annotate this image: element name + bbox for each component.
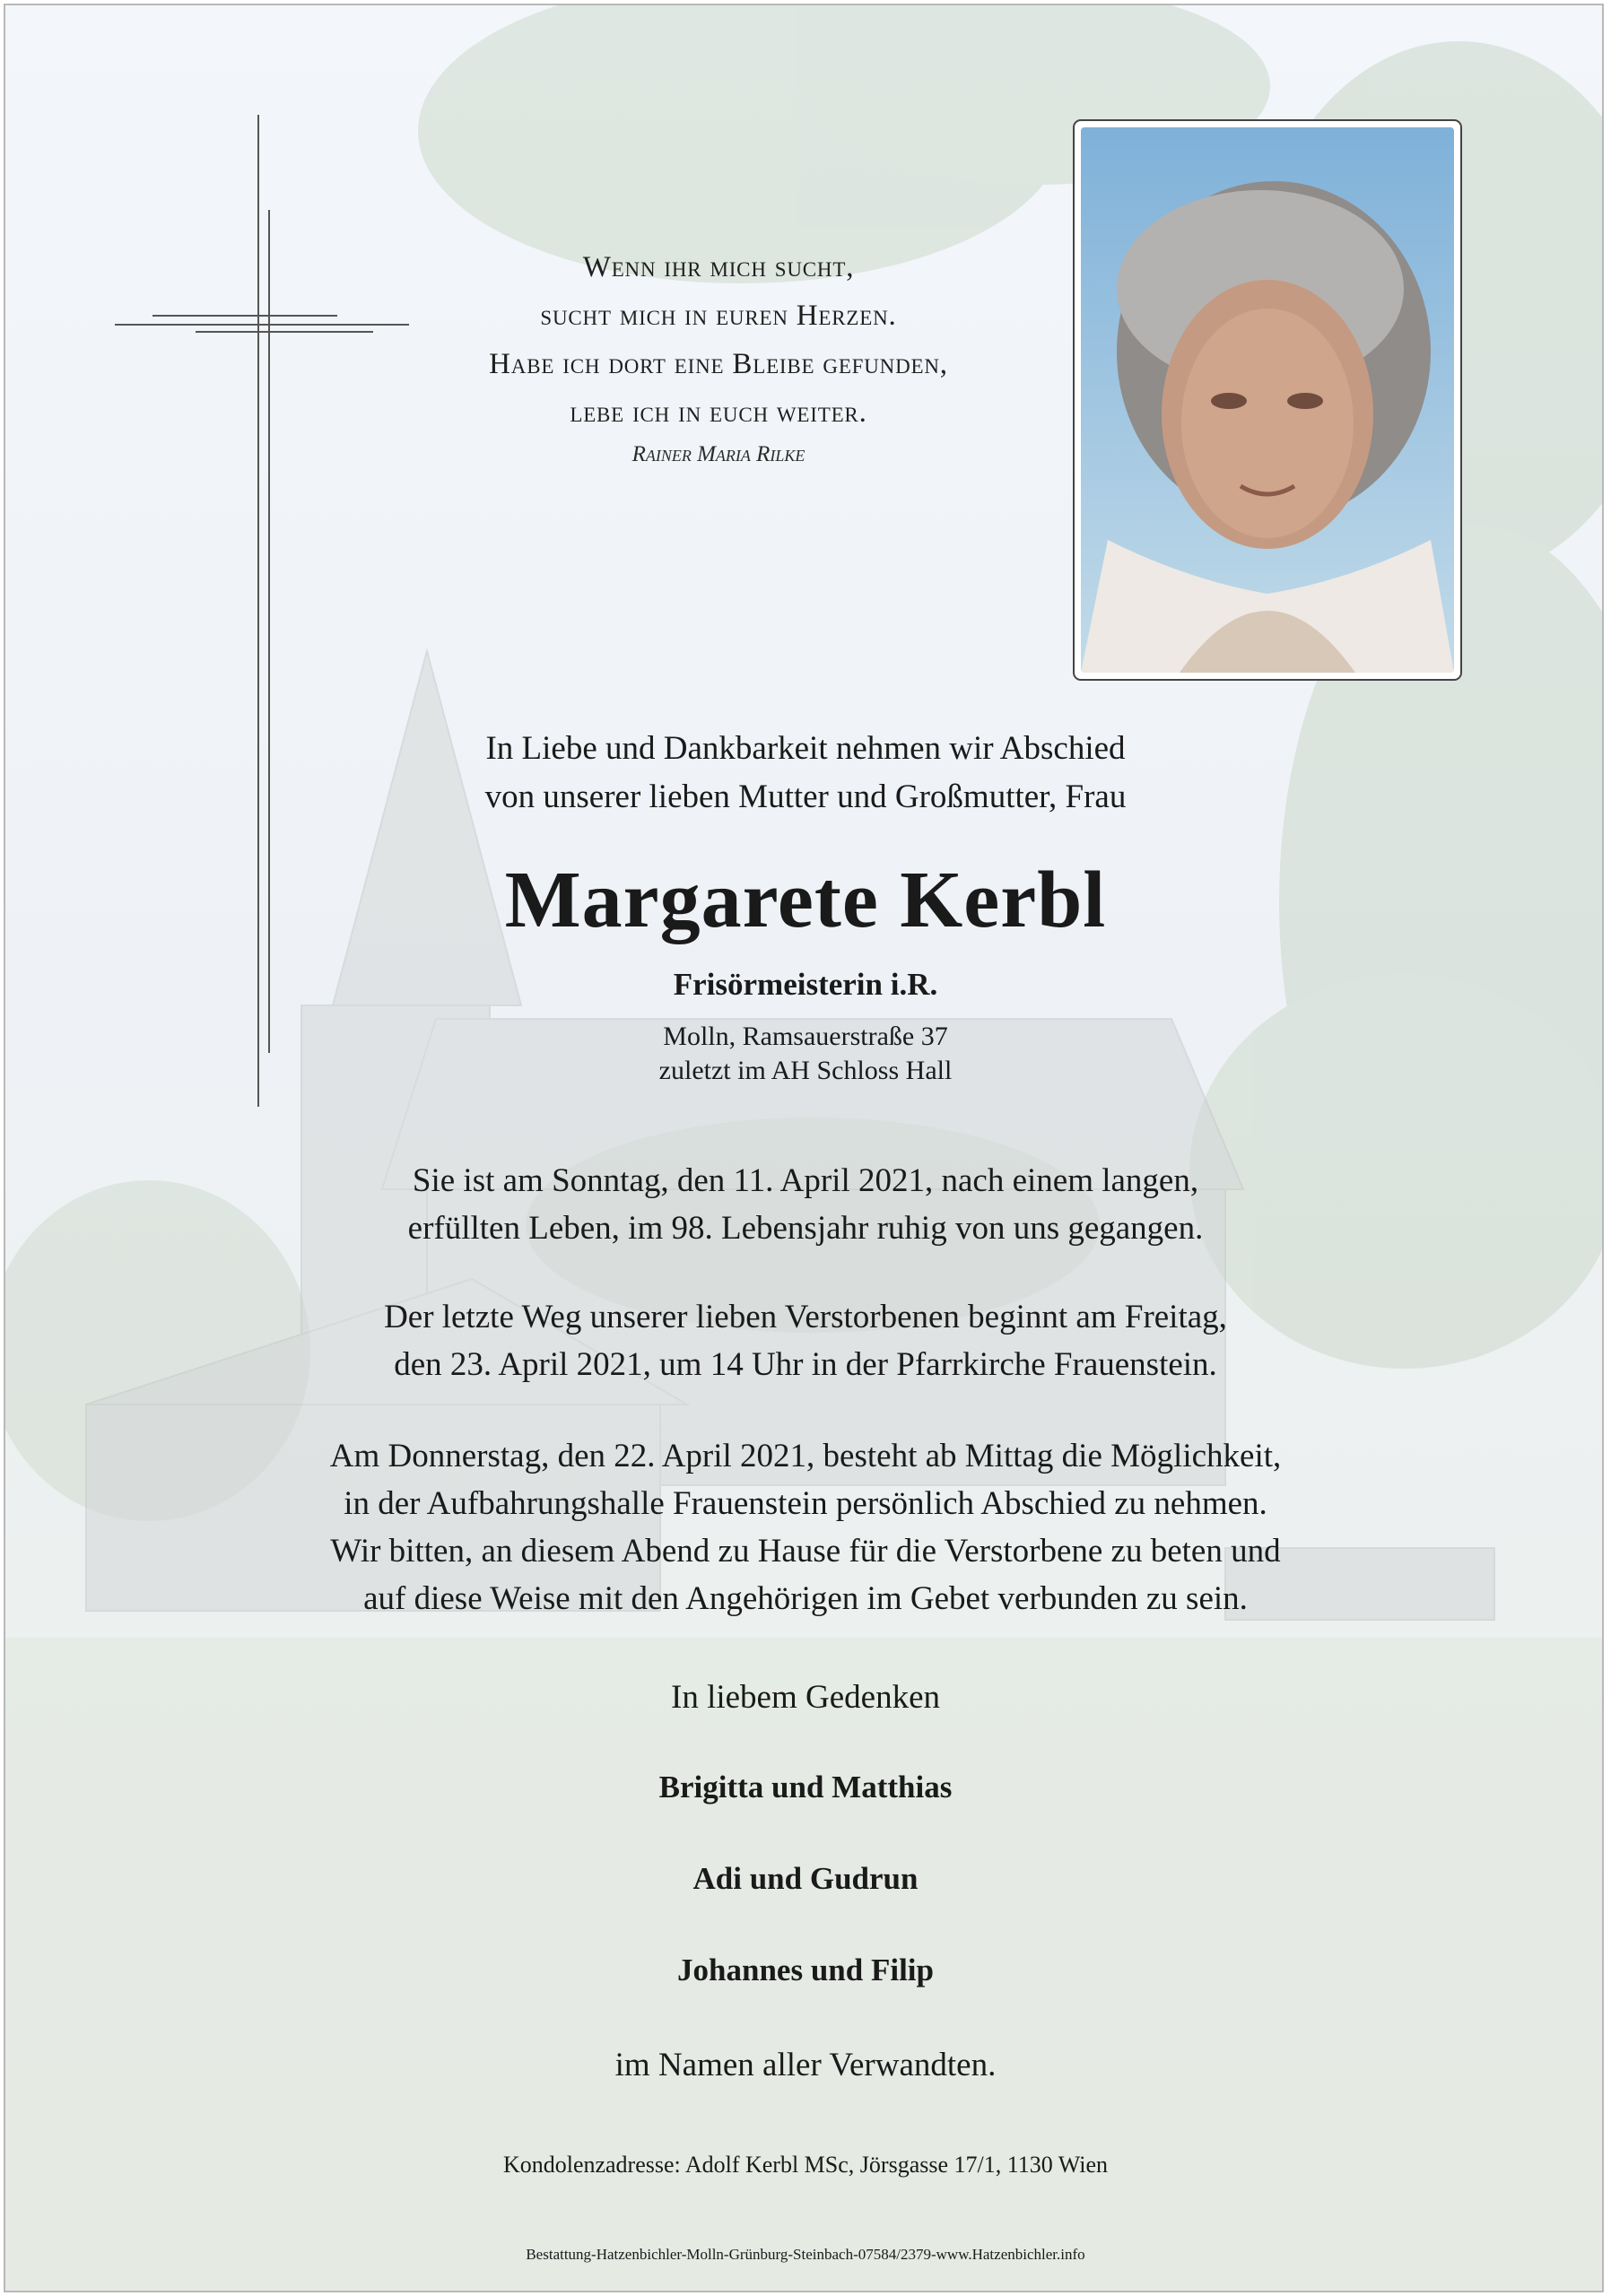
deceased-address [5, 1020, 1604, 1088]
paragraph-line: Am Donnerstag, den 22. April 2021, besteht ab Mittag die Möglichkeit, [329, 1438, 1282, 1474]
quote-line: Habe ich dort eine Bleibe gefunden, [489, 348, 948, 380]
portrait-photo [1073, 119, 1462, 681]
quote-line: lebe ich in euch weiter. [570, 396, 867, 429]
family-member: Adi und Gudrun [692, 1861, 919, 1896]
intro-line: In Liebe und Dankbarkeit nehmen wir Abschied [485, 730, 1126, 767]
portrait-image [1081, 127, 1454, 673]
quote-author: Rainer Maria Rilke [631, 442, 806, 466]
intro-text [5, 725, 1604, 822]
paragraph-line: in der Aufbahrungshalle Frauenstein persönlich Abschied zu nehmen. [344, 1485, 1267, 1522]
rilke-quote [400, 243, 1037, 467]
closing-text: im Namen aller Verwandten. [614, 2047, 997, 2083]
deceased-occupation: Frisörmeisterin i.R. [673, 967, 938, 1002]
deceased-name: Margarete Kerbl [504, 856, 1107, 944]
paragraph-line: erfüllten Leben, im 98. Lebensjahr ruhig von uns gegangen. [407, 1210, 1204, 1247]
funeral-home-footer: Bestattung-Hatzenbichler-Molln-Grünburg-Steinbach-07584/2379-www.Hatzenbichler.info [526, 2246, 1085, 2263]
address-line: Molln, Ramsauerstraße 37 [663, 1022, 948, 1051]
paragraph-line: Wir bitten, an diesem Abend zu Hause für die Verstorbene zu beten und [330, 1533, 1281, 1570]
intro-line: von unserer lieben Mutter und Großmutter, Frau [484, 778, 1127, 815]
paragraph-line: den 23. April 2021, um 14 Uhr in der Pfarrkirche Frauenstein. [394, 1346, 1217, 1383]
paragraph-line: auf diese Weise mit den Angehörigen im Gebet verbunden zu sein. [363, 1580, 1248, 1617]
page-frame [4, 4, 1604, 2292]
condolence-address: Kondolenzadresse: Adolf Kerbl MSc, Jörsgasse 17/1, 1130 Wien [502, 2152, 1109, 2178]
paragraph-line: Sie ist am Sonntag, den 11. April 2021, nach einem langen, [412, 1162, 1199, 1199]
memory-text: In liebem Gedenken [671, 1679, 940, 1716]
death-paragraph [5, 1157, 1604, 1252]
quote-line: Wenn ihr mich sucht, [582, 251, 855, 283]
funeral-paragraph [5, 1293, 1604, 1388]
paragraph-line: Der letzte Weg unserer lieben Verstorbenen beginnt am Freitag, [384, 1299, 1227, 1335]
quote-line: sucht mich in euren Herzen. [540, 300, 897, 332]
address-line: zuletzt im AH Schloss Hall [658, 1056, 953, 1085]
family-member: Johannes und Filip [677, 1952, 934, 1987]
viewing-paragraph [5, 1432, 1604, 1622]
family-member: Brigitta und Matthias [658, 1770, 953, 1805]
